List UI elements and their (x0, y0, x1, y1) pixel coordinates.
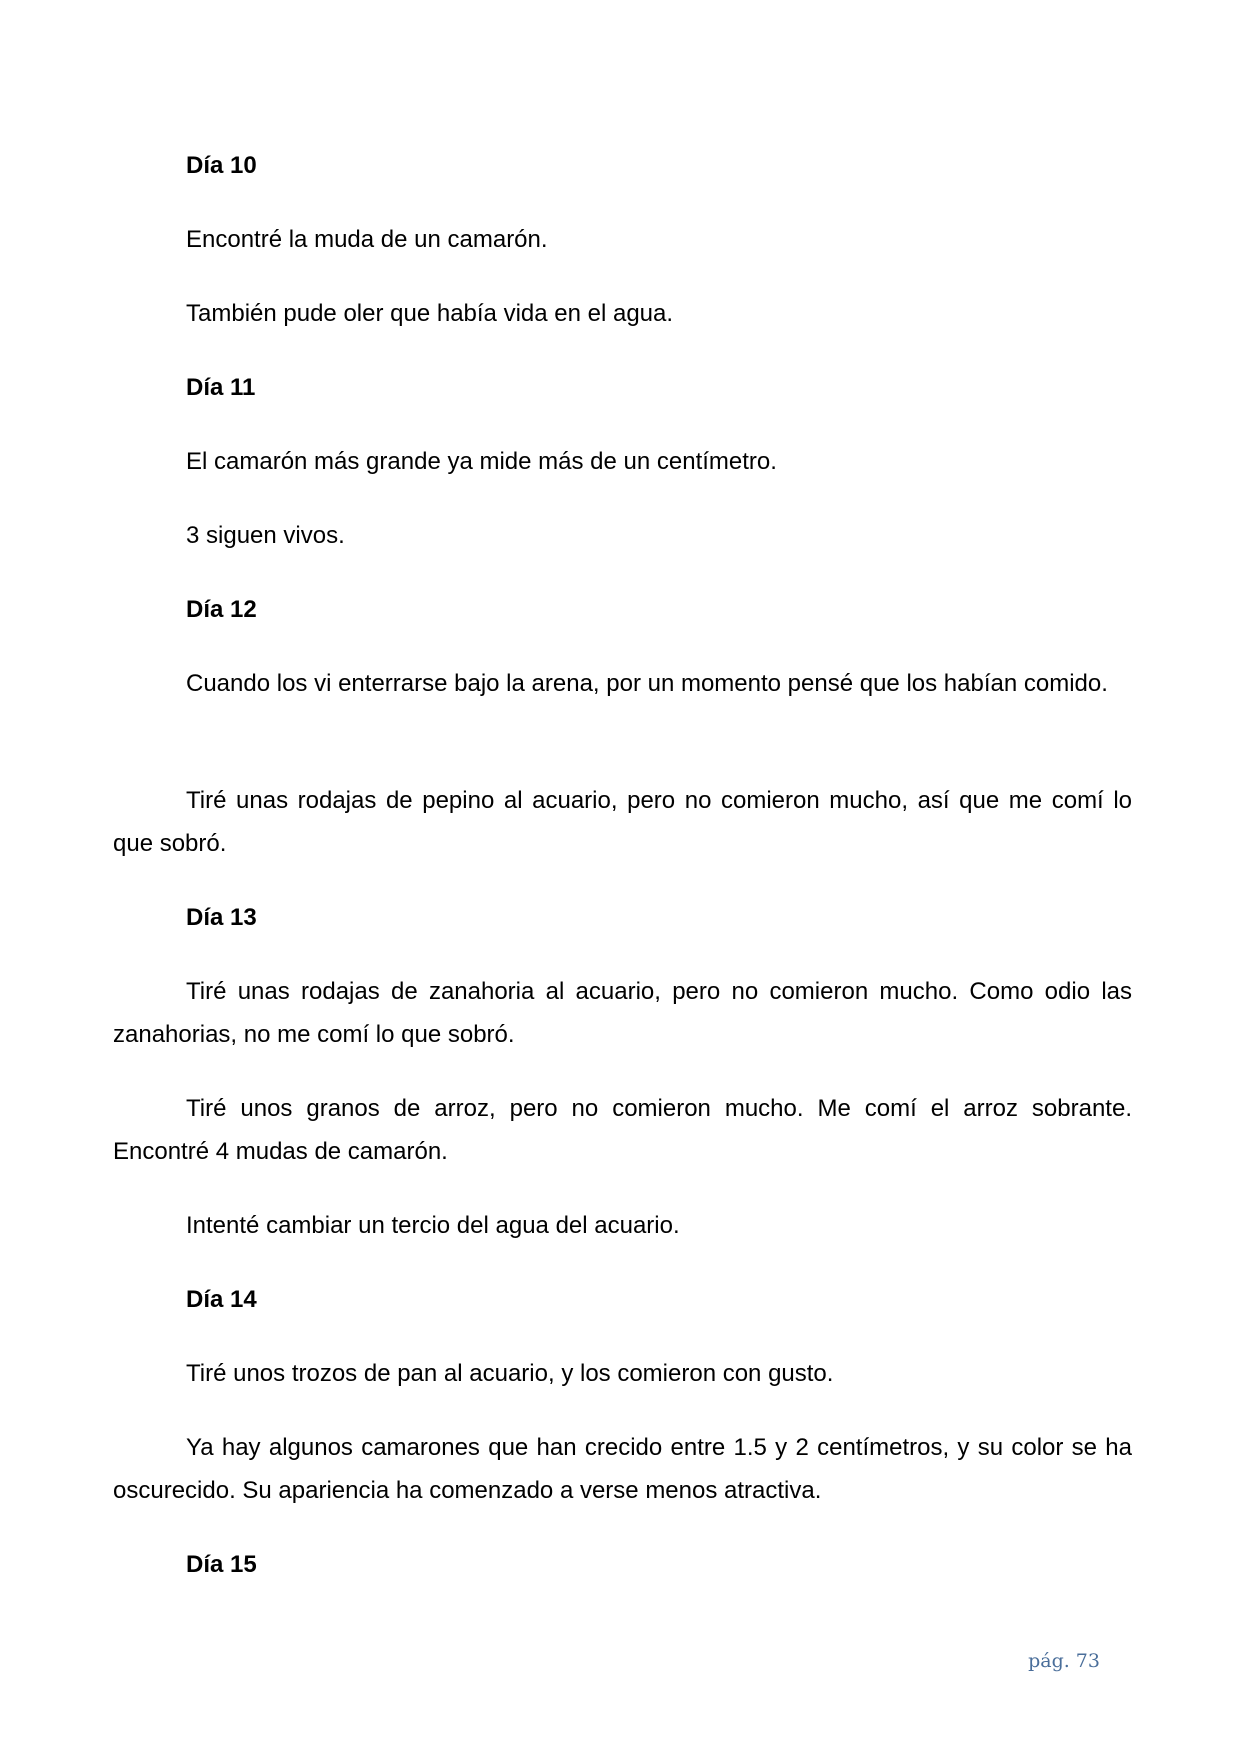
diary-paragraph: 3 siguen vivos. (186, 522, 345, 549)
day-heading: Día 10 (186, 152, 257, 179)
day-heading: Día 11 (186, 374, 256, 401)
diary-paragraph: También pude oler que había vida en el agua. (186, 300, 674, 327)
diary-paragraph: Tiré unos trozos de pan al acuario, y los comieron con gusto. (186, 1360, 834, 1387)
diary-paragraph: Tiré unas rodajas de zanahoria al acuario, pero no comieron mucho. Como odio las zanahorias, no me comí lo que sobró. (113, 978, 1132, 1048)
diary-paragraph: Encontré la muda de un camarón. (186, 226, 548, 253)
day-heading: Día 13 (186, 904, 257, 931)
diary-paragraph: Intenté cambiar un tercio del agua del acuario. (186, 1212, 680, 1239)
day-heading: Día 15 (186, 1551, 257, 1578)
page-number: pág. 73 (1028, 1650, 1100, 1672)
diary-paragraph: El camarón más grande ya mide más de un centímetro. (186, 448, 777, 475)
day-heading: Día 14 (186, 1286, 257, 1313)
day-heading: Día 12 (186, 596, 257, 623)
diary-paragraph: Tiré unas rodajas de pepino al acuario, pero no comieron mucho, así que me comí lo que sobró. (113, 787, 1132, 857)
diary-paragraph: Tiré unos granos de arroz, pero no comieron mucho. Me comí el arroz sobrante. Encontré 4 mudas de camarón. (113, 1095, 1132, 1165)
diary-paragraph: Ya hay algunos camarones que han crecido entre 1.5 y 2 centímetros, y su color se ha oscurecido. Su apariencia ha comenzado a verse menos atractiva. (113, 1434, 1132, 1504)
diary-paragraph: Cuando los vi enterrarse bajo la arena, por un momento pensé que los habían comido. (186, 670, 1108, 697)
